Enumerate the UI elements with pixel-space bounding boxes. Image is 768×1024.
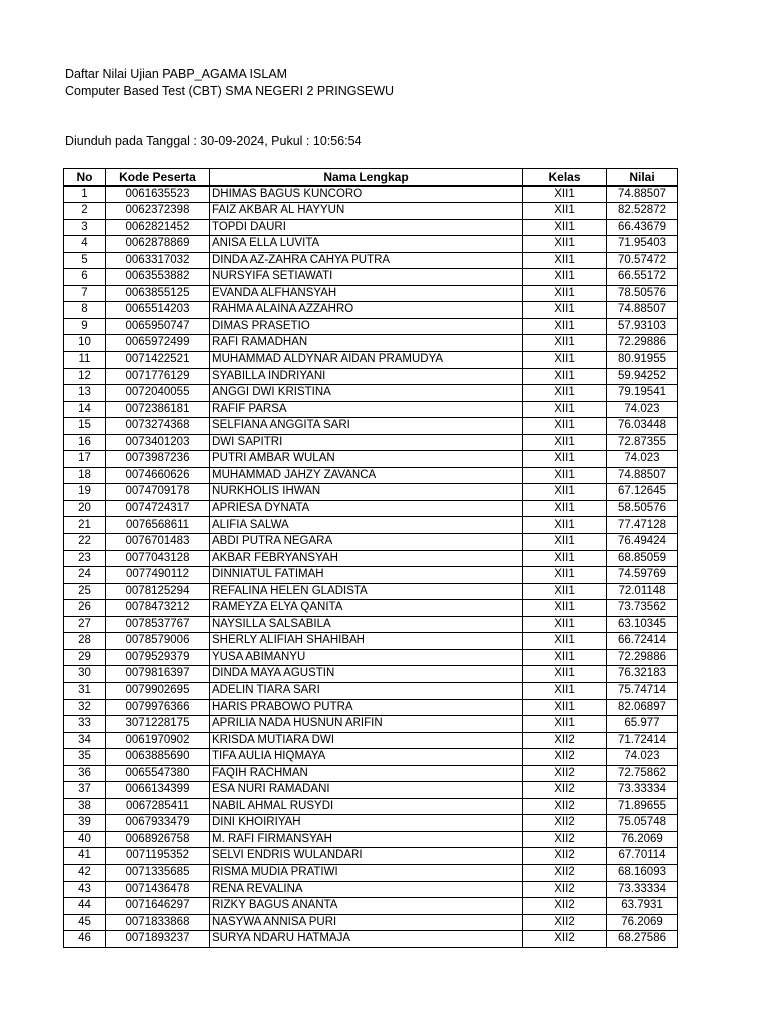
- cell-no: 20: [64, 500, 106, 517]
- cell-kode-peserta: 0079976366: [106, 699, 210, 716]
- table-row: [64, 368, 678, 385]
- cell-nama-lengkap: MUHAMMAD ALDYNAR AIDAN PRAMUDYA: [210, 352, 523, 369]
- cell-kelas: XII1: [523, 236, 607, 253]
- cell-nama-lengkap: ABDI PUTRA NEGARA: [210, 534, 523, 551]
- table-row: [64, 682, 678, 699]
- table-row: [64, 385, 678, 402]
- score-table: [63, 168, 678, 948]
- cell-kode-peserta: 0071195352: [106, 848, 210, 865]
- table-row: [64, 302, 678, 319]
- cell-nama-lengkap: ANISA ELLA LUVITA: [210, 236, 523, 253]
- table-row: [64, 848, 678, 865]
- cell-nilai: 73.33334: [607, 782, 678, 799]
- cell-nilai: 74.59769: [607, 567, 678, 584]
- cell-nilai: 63.10345: [607, 616, 678, 633]
- cell-kelas: XII2: [523, 931, 607, 948]
- cell-kelas: XII1: [523, 418, 607, 435]
- cell-kelas: XII1: [523, 451, 607, 468]
- cell-no: 17: [64, 451, 106, 468]
- cell-kode-peserta: 0061635523: [106, 186, 210, 203]
- table-row: [64, 467, 678, 484]
- cell-nama-lengkap: RAHMA ALAINA AZZAHRO: [210, 302, 523, 319]
- cell-kelas: XII1: [523, 682, 607, 699]
- cell-no: 2: [64, 203, 106, 220]
- table-row: [64, 666, 678, 683]
- cell-nilai: 72.01148: [607, 583, 678, 600]
- table-row: [64, 765, 678, 782]
- cell-kode-peserta: 0071422521: [106, 352, 210, 369]
- table-row: [64, 269, 678, 286]
- cell-kelas: XII1: [523, 550, 607, 567]
- document-title: Daftar Nilai Ujian PABP_AGAMA ISLAM: [65, 67, 288, 81]
- cell-nama-lengkap: ALIFIA SALWA: [210, 517, 523, 534]
- cell-no: 4: [64, 236, 106, 253]
- cell-nilai: 72.29886: [607, 649, 678, 666]
- cell-kelas: XII1: [523, 335, 607, 352]
- cell-nilai: 74.023: [607, 451, 678, 468]
- cell-nilai: 67.70114: [607, 848, 678, 865]
- cell-kode-peserta: 0077043128: [106, 550, 210, 567]
- cell-nama-lengkap: SELVI ENDRIS WULANDARI: [210, 848, 523, 865]
- table-row: [64, 550, 678, 567]
- cell-no: 34: [64, 732, 106, 749]
- cell-no: 38: [64, 798, 106, 815]
- cell-nama-lengkap: EVANDA ALFHANSYAH: [210, 285, 523, 302]
- cell-no: 35: [64, 749, 106, 766]
- cell-kode-peserta: 0073987236: [106, 451, 210, 468]
- cell-nilai: 58.50576: [607, 500, 678, 517]
- cell-nama-lengkap: ADELIN TIARA SARI: [210, 682, 523, 699]
- cell-kelas: XII1: [523, 219, 607, 236]
- table-row: [64, 252, 678, 269]
- cell-kelas: XII1: [523, 385, 607, 402]
- cell-kode-peserta: 0074660626: [106, 467, 210, 484]
- cell-kode-peserta: 0079816397: [106, 666, 210, 683]
- cell-no: 9: [64, 318, 106, 335]
- table-row: [64, 782, 678, 799]
- cell-kode-peserta: 0065547380: [106, 765, 210, 782]
- cell-kelas: XII2: [523, 815, 607, 832]
- table-row: [64, 352, 678, 369]
- cell-kelas: XII1: [523, 252, 607, 269]
- cell-nama-lengkap: DHIMAS BAGUS KUNCORO: [210, 186, 523, 203]
- cell-no: 22: [64, 534, 106, 551]
- table-body: [64, 186, 678, 948]
- cell-kelas: XII2: [523, 848, 607, 865]
- table-row: [64, 434, 678, 451]
- cell-no: 28: [64, 633, 106, 650]
- cell-nama-lengkap: ESA NURI RAMADANI: [210, 782, 523, 799]
- cell-no: 6: [64, 269, 106, 286]
- cell-kelas: XII1: [523, 352, 607, 369]
- column-header-kelas: Kelas: [523, 169, 607, 186]
- cell-nilai: 70.57472: [607, 252, 678, 269]
- cell-nama-lengkap: DINDA MAYA AGUSTIN: [210, 666, 523, 683]
- cell-kelas: XII1: [523, 484, 607, 501]
- cell-kode-peserta: 0078579006: [106, 633, 210, 650]
- cell-nilai: 73.73562: [607, 600, 678, 617]
- cell-no: 36: [64, 765, 106, 782]
- table-row: [64, 203, 678, 220]
- cell-kode-peserta: 0062878869: [106, 236, 210, 253]
- cell-no: 43: [64, 881, 106, 898]
- cell-nama-lengkap: APRIESA DYNATA: [210, 500, 523, 517]
- table-row: [64, 633, 678, 650]
- cell-kelas: XII2: [523, 732, 607, 749]
- table-row: [64, 616, 678, 633]
- cell-no: 30: [64, 666, 106, 683]
- cell-nilai: 65.977: [607, 716, 678, 733]
- cell-kode-peserta: 0062821452: [106, 219, 210, 236]
- cell-nilai: 76.32183: [607, 666, 678, 683]
- column-header-kode-peserta: Kode Peserta: [106, 169, 210, 186]
- table-row: [64, 898, 678, 915]
- cell-no: 10: [64, 335, 106, 352]
- cell-kelas: XII1: [523, 500, 607, 517]
- cell-kelas: XII2: [523, 749, 607, 766]
- table-row: [64, 318, 678, 335]
- table-row: [64, 864, 678, 881]
- cell-kelas: XII2: [523, 765, 607, 782]
- cell-nilai: 71.72414: [607, 732, 678, 749]
- table-row: [64, 567, 678, 584]
- table-row: [64, 914, 678, 931]
- cell-nilai: 74.023: [607, 749, 678, 766]
- cell-no: 25: [64, 583, 106, 600]
- table-row: [64, 418, 678, 435]
- cell-kelas: XII2: [523, 798, 607, 815]
- cell-no: 16: [64, 434, 106, 451]
- cell-nilai: 71.89655: [607, 798, 678, 815]
- cell-kelas: XII2: [523, 881, 607, 898]
- column-header-nama-lengkap: Nama Lengkap: [210, 169, 523, 186]
- cell-kelas: XII1: [523, 633, 607, 650]
- cell-no: 12: [64, 368, 106, 385]
- table-row: [64, 716, 678, 733]
- cell-nama-lengkap: APRILIA NADA HUSNUN ARIFIN: [210, 716, 523, 733]
- cell-kode-peserta: 0079529379: [106, 649, 210, 666]
- cell-no: 33: [64, 716, 106, 733]
- cell-kode-peserta: 0072040055: [106, 385, 210, 402]
- download-timestamp: Diunduh pada Tanggal : 30-09-2024, Pukul : 10:56:54: [65, 134, 362, 148]
- cell-kode-peserta: 0078537767: [106, 616, 210, 633]
- cell-no: 11: [64, 352, 106, 369]
- cell-no: 19: [64, 484, 106, 501]
- cell-kode-peserta: 0071646297: [106, 898, 210, 915]
- cell-no: 37: [64, 782, 106, 799]
- table-row: [64, 534, 678, 551]
- cell-kelas: XII1: [523, 666, 607, 683]
- column-header-no: No: [64, 169, 106, 186]
- cell-nama-lengkap: NASYWA ANNISA PURI: [210, 914, 523, 931]
- cell-no: 15: [64, 418, 106, 435]
- cell-kode-peserta: 0078473212: [106, 600, 210, 617]
- table-row: [64, 401, 678, 418]
- cell-nama-lengkap: RAMEYZA ELYA QANITA: [210, 600, 523, 617]
- cell-nilai: 76.03448: [607, 418, 678, 435]
- cell-nilai: 77.47128: [607, 517, 678, 534]
- cell-kelas: XII2: [523, 782, 607, 799]
- cell-kelas: XII1: [523, 285, 607, 302]
- cell-nilai: 66.55172: [607, 269, 678, 286]
- cell-no: 46: [64, 931, 106, 948]
- cell-nama-lengkap: RIZKY BAGUS ANANTA: [210, 898, 523, 915]
- cell-kode-peserta: 0077490112: [106, 567, 210, 584]
- table-row: [64, 649, 678, 666]
- cell-no: 13: [64, 385, 106, 402]
- table-row: [64, 798, 678, 815]
- cell-nilai: 66.43679: [607, 219, 678, 236]
- cell-kode-peserta: 0061970902: [106, 732, 210, 749]
- cell-kode-peserta: 0079902695: [106, 682, 210, 699]
- cell-kelas: XII2: [523, 864, 607, 881]
- cell-nilai: 79.19541: [607, 385, 678, 402]
- table-row: [64, 219, 678, 236]
- cell-nilai: 59.94252: [607, 368, 678, 385]
- cell-nama-lengkap: RAFI RAMADHAN: [210, 335, 523, 352]
- cell-nama-lengkap: HARIS PRABOWO PUTRA: [210, 699, 523, 716]
- cell-kelas: XII1: [523, 434, 607, 451]
- cell-nilai: 75.74714: [607, 682, 678, 699]
- cell-no: 1: [64, 186, 106, 203]
- table-row: [64, 749, 678, 766]
- cell-nama-lengkap: YUSA ABIMANYU: [210, 649, 523, 666]
- cell-no: 26: [64, 600, 106, 617]
- table-header-row: [64, 169, 678, 186]
- cell-nilai: 67.12645: [607, 484, 678, 501]
- cell-nama-lengkap: KRISDA MUTIARA DWI: [210, 732, 523, 749]
- cell-no: 45: [64, 914, 106, 931]
- cell-no: 27: [64, 616, 106, 633]
- cell-nilai: 76.2069: [607, 914, 678, 931]
- table-row: [64, 335, 678, 352]
- cell-no: 31: [64, 682, 106, 699]
- cell-nama-lengkap: PUTRI AMBAR WULAN: [210, 451, 523, 468]
- cell-kelas: XII1: [523, 368, 607, 385]
- cell-nama-lengkap: NAYSILLA SALSABILA: [210, 616, 523, 633]
- table-row: [64, 583, 678, 600]
- cell-no: 5: [64, 252, 106, 269]
- cell-no: 7: [64, 285, 106, 302]
- cell-nilai: 82.06897: [607, 699, 678, 716]
- cell-kelas: XII1: [523, 600, 607, 617]
- cell-no: 40: [64, 831, 106, 848]
- cell-kelas: XII1: [523, 186, 607, 203]
- cell-kelas: XII1: [523, 567, 607, 584]
- table-row: [64, 285, 678, 302]
- table-row: [64, 600, 678, 617]
- column-header-nilai: Nilai: [607, 169, 678, 186]
- table-row: [64, 500, 678, 517]
- cell-no: 42: [64, 864, 106, 881]
- table-row: [64, 815, 678, 832]
- cell-no: 41: [64, 848, 106, 865]
- cell-nama-lengkap: SELFIANA ANGGITA SARI: [210, 418, 523, 435]
- table-row: [64, 699, 678, 716]
- cell-no: 24: [64, 567, 106, 584]
- cell-nama-lengkap: M. RAFI FIRMANSYAH: [210, 831, 523, 848]
- cell-kode-peserta: 0073274368: [106, 418, 210, 435]
- cell-kelas: XII1: [523, 467, 607, 484]
- cell-nama-lengkap: DWI SAPITRI: [210, 434, 523, 451]
- cell-nama-lengkap: DINNIATUL FATIMAH: [210, 567, 523, 584]
- cell-kelas: XII1: [523, 649, 607, 666]
- cell-kode-peserta: 0067933479: [106, 815, 210, 832]
- cell-kelas: XII1: [523, 716, 607, 733]
- cell-nilai: 73.33334: [607, 881, 678, 898]
- table-row: [64, 831, 678, 848]
- cell-kelas: XII1: [523, 699, 607, 716]
- cell-nama-lengkap: TOPDI DAURI: [210, 219, 523, 236]
- cell-kelas: XII1: [523, 401, 607, 418]
- cell-kelas: XII1: [523, 203, 607, 220]
- cell-nama-lengkap: RISMA MUDIA PRATIWI: [210, 864, 523, 881]
- cell-kelas: XII1: [523, 318, 607, 335]
- cell-nama-lengkap: NABIL AHMAL RUSYDI: [210, 798, 523, 815]
- cell-kelas: XII2: [523, 831, 607, 848]
- cell-nilai: 57.93103: [607, 318, 678, 335]
- cell-kode-peserta: 0074724317: [106, 500, 210, 517]
- cell-kode-peserta: 0067285411: [106, 798, 210, 815]
- cell-no: 3: [64, 219, 106, 236]
- cell-nilai: 68.27586: [607, 931, 678, 948]
- cell-nama-lengkap: SYABILLA INDRIYANI: [210, 368, 523, 385]
- cell-kelas: XII1: [523, 616, 607, 633]
- table-row: [64, 517, 678, 534]
- cell-nama-lengkap: MUHAMMAD JAHZY ZAVANCA: [210, 467, 523, 484]
- cell-nilai: 74.023: [607, 401, 678, 418]
- cell-nilai: 68.16093: [607, 864, 678, 881]
- cell-no: 8: [64, 302, 106, 319]
- cell-nilai: 74.88507: [607, 186, 678, 203]
- cell-nama-lengkap: DINDA AZ-ZAHRA CAHYA PUTRA: [210, 252, 523, 269]
- cell-kelas: XII1: [523, 302, 607, 319]
- cell-kode-peserta: 0078125294: [106, 583, 210, 600]
- cell-kode-peserta: 0063885690: [106, 749, 210, 766]
- cell-nilai: 72.87355: [607, 434, 678, 451]
- cell-nilai: 78.50576: [607, 285, 678, 302]
- table-row: [64, 931, 678, 948]
- cell-kode-peserta: 0065950747: [106, 318, 210, 335]
- cell-kode-peserta: 0068926758: [106, 831, 210, 848]
- cell-nama-lengkap: NURSYIFA SETIAWATI: [210, 269, 523, 286]
- cell-nilai: 66.72414: [607, 633, 678, 650]
- cell-nilai: 82.52872: [607, 203, 678, 220]
- cell-kelas: XII1: [523, 517, 607, 534]
- cell-no: 29: [64, 649, 106, 666]
- cell-nilai: 63.7931: [607, 898, 678, 915]
- cell-no: 18: [64, 467, 106, 484]
- cell-kelas: XII1: [523, 583, 607, 600]
- cell-kelas: XII2: [523, 914, 607, 931]
- cell-kode-peserta: 0062372398: [106, 203, 210, 220]
- cell-kode-peserta: 0076568611: [106, 517, 210, 534]
- cell-no: 39: [64, 815, 106, 832]
- cell-nama-lengkap: FAIZ AKBAR AL HAYYUN: [210, 203, 523, 220]
- cell-kode-peserta: 0073401203: [106, 434, 210, 451]
- cell-kode-peserta: 0065514203: [106, 302, 210, 319]
- cell-kode-peserta: 0071335685: [106, 864, 210, 881]
- cell-kode-peserta: 0071893237: [106, 931, 210, 948]
- cell-no: 14: [64, 401, 106, 418]
- cell-no: 21: [64, 517, 106, 534]
- table-row: [64, 186, 678, 203]
- cell-no: 32: [64, 699, 106, 716]
- cell-kode-peserta: 0071776129: [106, 368, 210, 385]
- cell-nama-lengkap: TIFA AULIA HIQMAYA: [210, 749, 523, 766]
- cell-nama-lengkap: FAQIH RACHMAN: [210, 765, 523, 782]
- cell-nama-lengkap: NURKHOLIS IHWAN: [210, 484, 523, 501]
- table-row: [64, 484, 678, 501]
- cell-kode-peserta: 0063553882: [106, 269, 210, 286]
- table-row: [64, 236, 678, 253]
- cell-no: 23: [64, 550, 106, 567]
- cell-kode-peserta: 0076701483: [106, 534, 210, 551]
- table-row: [64, 732, 678, 749]
- cell-kode-peserta: 0065972499: [106, 335, 210, 352]
- cell-kode-peserta: 0074709178: [106, 484, 210, 501]
- cell-nama-lengkap: DINI KHOIRIYAH: [210, 815, 523, 832]
- cell-no: 44: [64, 898, 106, 915]
- cell-nilai: 71.95403: [607, 236, 678, 253]
- cell-kelas: XII1: [523, 269, 607, 286]
- cell-kode-peserta: 0071833868: [106, 914, 210, 931]
- cell-nilai: 75.05748: [607, 815, 678, 832]
- cell-nilai: 80.91955: [607, 352, 678, 369]
- document-subtitle: Computer Based Test (CBT) SMA NEGERI 2 PRINGSEWU: [65, 84, 395, 98]
- cell-kelas: XII1: [523, 534, 607, 551]
- cell-nama-lengkap: DIMAS PRASETIO: [210, 318, 523, 335]
- cell-kode-peserta: 0071436478: [106, 881, 210, 898]
- cell-nama-lengkap: SHERLY ALIFIAH SHAHIBAH: [210, 633, 523, 650]
- cell-kode-peserta: 0063317032: [106, 252, 210, 269]
- cell-kode-peserta: 0063855125: [106, 285, 210, 302]
- table-row: [64, 451, 678, 468]
- cell-nama-lengkap: ANGGI DWI KRISTINA: [210, 385, 523, 402]
- cell-kode-peserta: 3071228175: [106, 716, 210, 733]
- table-row: [64, 881, 678, 898]
- cell-nama-lengkap: REFALINA HELEN GLADISTA: [210, 583, 523, 600]
- cell-kode-peserta: 0072386181: [106, 401, 210, 418]
- cell-nilai: 68.85059: [607, 550, 678, 567]
- cell-nilai: 72.75862: [607, 765, 678, 782]
- cell-nama-lengkap: AKBAR FEBRYANSYAH: [210, 550, 523, 567]
- cell-nilai: 74.88507: [607, 302, 678, 319]
- cell-nilai: 76.2069: [607, 831, 678, 848]
- cell-nilai: 72.29886: [607, 335, 678, 352]
- cell-nilai: 76.49424: [607, 534, 678, 551]
- cell-nama-lengkap: RENA REVALINA: [210, 881, 523, 898]
- cell-kode-peserta: 0066134399: [106, 782, 210, 799]
- cell-kelas: XII2: [523, 898, 607, 915]
- cell-nama-lengkap: RAFIF PARSA: [210, 401, 523, 418]
- cell-nama-lengkap: SURYA NDARU HATMAJA: [210, 931, 523, 948]
- cell-nilai: 74.88507: [607, 467, 678, 484]
